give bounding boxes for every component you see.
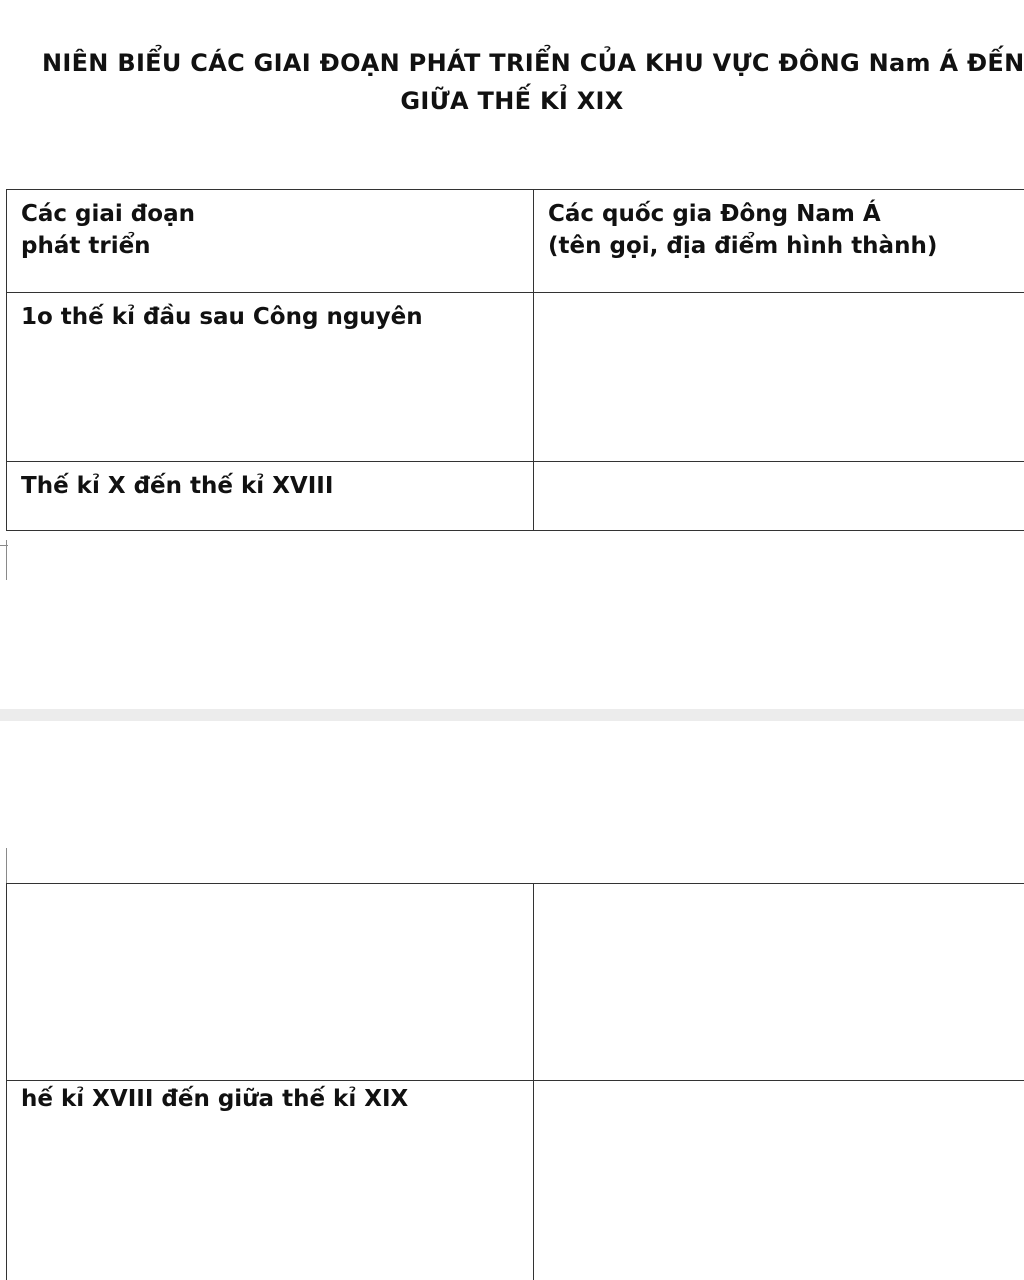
table-row xyxy=(7,884,1024,1081)
period-cell xyxy=(7,884,534,1081)
table-row xyxy=(7,462,1024,531)
countries-cell[interactable] xyxy=(534,462,1024,531)
period-cell: Thế kỉ X đến thế kỉ XVIII xyxy=(7,462,534,531)
timeline-table-continued xyxy=(6,883,1024,1280)
page-edge-mark xyxy=(6,540,7,580)
title-line-2: GIỮA THẾ KỈ XIX xyxy=(400,87,624,115)
header-periods: Các giai đoạn phát triển xyxy=(7,190,534,293)
timeline-table xyxy=(6,189,1024,531)
page-edge-tick xyxy=(0,545,8,546)
document-title xyxy=(0,44,1024,120)
period-cell: hế kỉ XVIII đến giữa thế kỉ XIX xyxy=(7,1081,534,1280)
period-cell: 1o thế kỉ đầu sau Công nguyên xyxy=(7,293,534,462)
page-edge-mark xyxy=(6,848,7,883)
header-countries: Các quốc gia Đông Nam Á (tên gọi, địa điểm hình thành) xyxy=(534,190,1024,293)
title-line-1: NIÊN BIỂU CÁC GIAI ĐOẠN PHÁT TRIỂN CỦA KHU VỰC ĐÔNG Nam Á ĐẾN xyxy=(42,49,1024,77)
countries-cell[interactable] xyxy=(534,1081,1024,1280)
table-header-row xyxy=(7,190,1024,293)
countries-cell[interactable] xyxy=(534,884,1024,1081)
page-separator xyxy=(0,709,1024,721)
table-row xyxy=(7,1081,1024,1280)
countries-cell[interactable] xyxy=(534,293,1024,462)
table-row xyxy=(7,293,1024,462)
